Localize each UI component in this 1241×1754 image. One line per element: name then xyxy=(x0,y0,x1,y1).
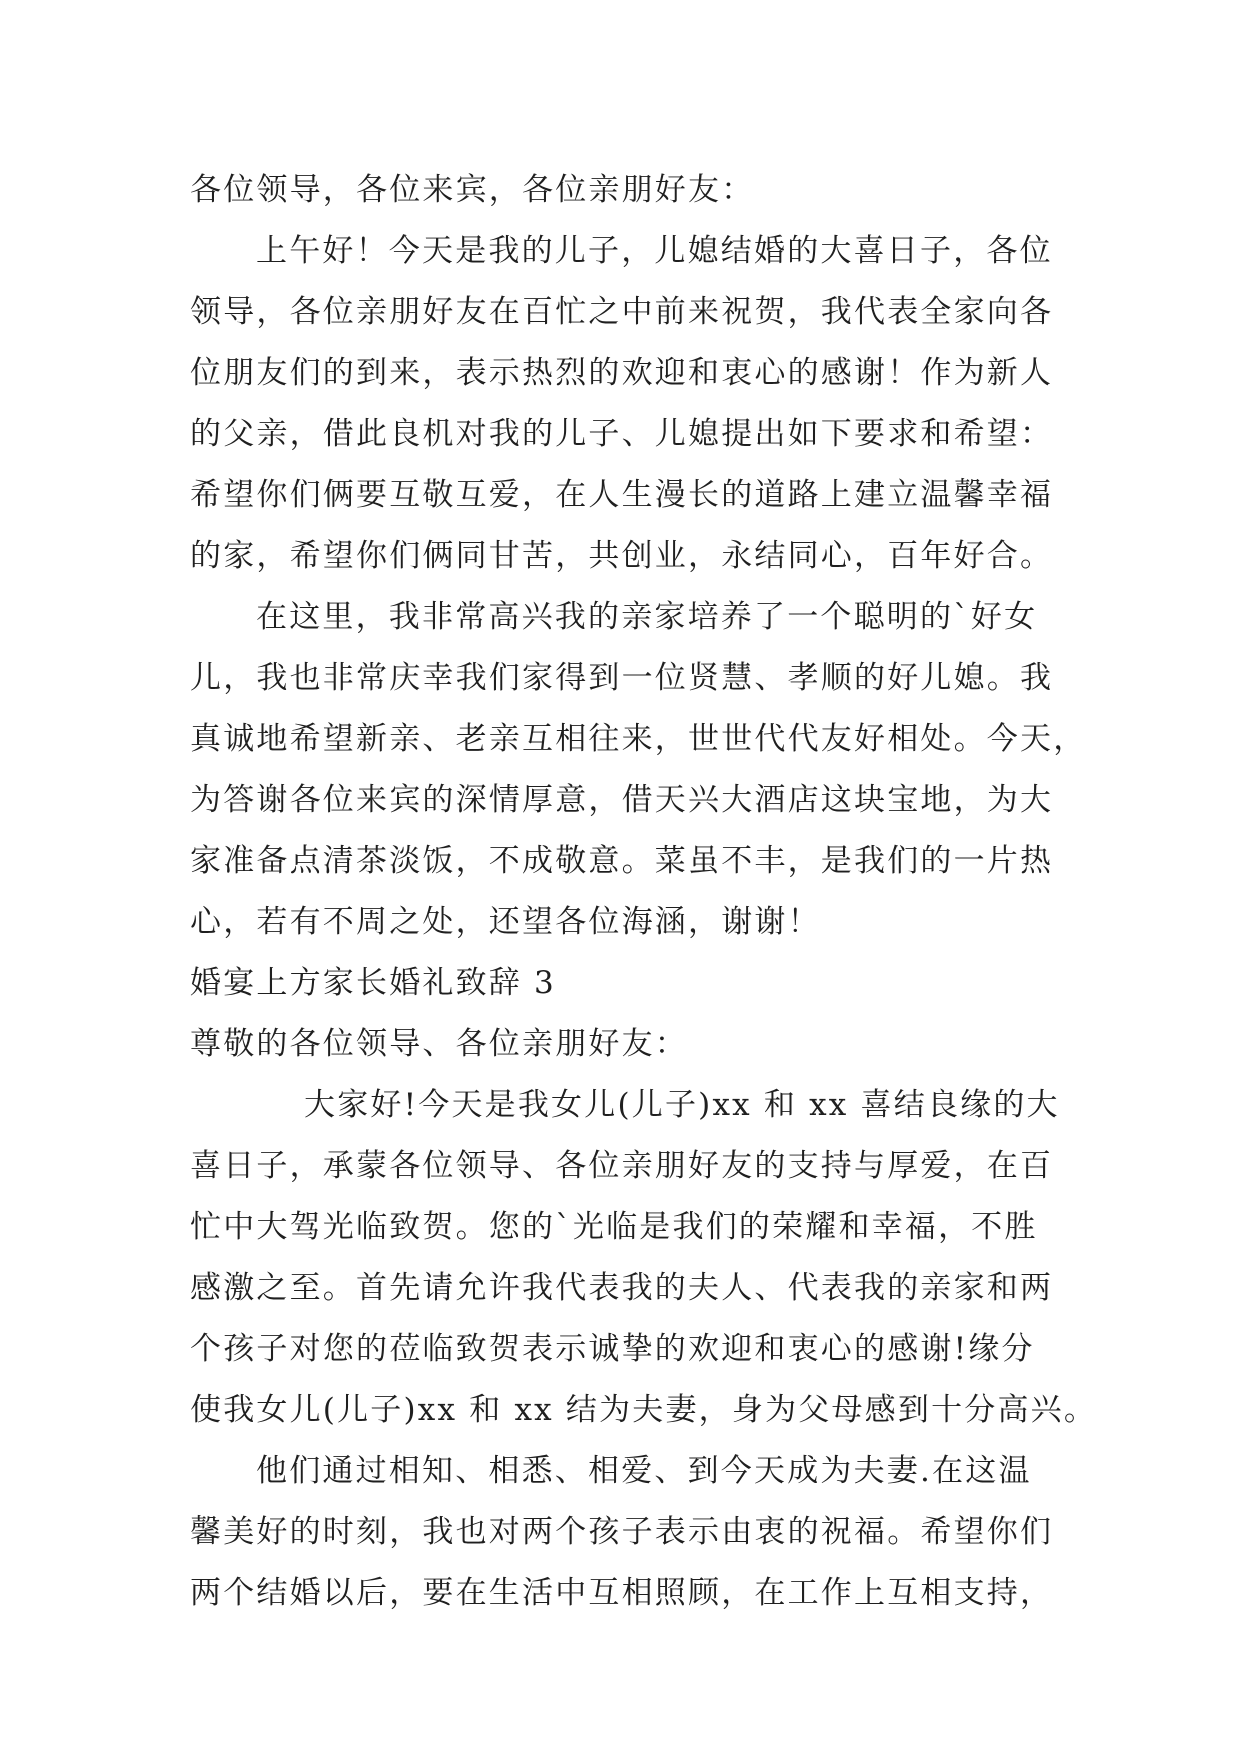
paragraph-line: 在这里，我非常高兴我的亲家培养了一个聪明的`好女 xyxy=(256,599,1038,635)
paragraph-line: 大家好!今天是我女儿(儿子)xx 和 xx 喜结良缘的大 xyxy=(304,1087,1060,1123)
paragraph-line: 感激之至。首先请允许我代表我的夫人、代表我的亲家和两 xyxy=(190,1270,1054,1306)
paragraph-line: 位朋友们的到来，表示热烈的欢迎和衷心的感谢！作为新人 xyxy=(190,355,1054,391)
paragraph-line: 为答谢各位来宾的深情厚意，借天兴大酒店这块宝地，为大 xyxy=(190,782,1054,818)
paragraph-line: 的家，希望你们俩同甘苦，共创业，永结同心，百年好合。 xyxy=(190,538,1054,574)
paragraph-line: 使我女儿(儿子)xx 和 xx 结为夫妻，身为父母感到十分高兴。 xyxy=(190,1392,1098,1428)
section-heading: 婚宴上方家长婚礼致辞 3 xyxy=(190,965,556,1001)
paragraph-line: 真诚地希望新亲、老亲互相往来，世世代代友好相处。今天， xyxy=(190,721,1087,757)
paragraph-line: 馨美好的时刻，我也对两个孩子表示由衷的祝福。希望你们 xyxy=(190,1514,1054,1550)
paragraph-line: 家准备点清茶淡饭，不成敬意。菜虽不丰，是我们的一片热 xyxy=(190,843,1054,879)
document-body xyxy=(190,160,1098,1624)
paragraph-line: 儿，我也非常庆幸我们家得到一位贤慧、孝顺的好儿媳。我 xyxy=(190,660,1054,696)
paragraph-line: 的父亲，借此良机对我的儿子、儿媳提出如下要求和希望： xyxy=(190,416,1054,452)
paragraph-line: 希望你们俩要互敬互爱，在人生漫长的道路上建立温馨幸福 xyxy=(190,477,1054,513)
paragraph-line: 忙中大驾光临致贺。您的`光临是我们的荣耀和幸福，不胜 xyxy=(190,1209,1038,1245)
paragraph-line: 上午好！今天是我的儿子，儿媳结婚的大喜日子，各位 xyxy=(256,233,1053,269)
paragraph-line: 个孩子对您的莅临致贺表示诚挚的欢迎和衷心的感谢!缘分 xyxy=(190,1331,1035,1367)
salutation: 各位领导，各位来宾，各位亲朋好友： xyxy=(190,172,755,208)
paragraph-line: 两个结婚以后，要在生活中互相照顾，在工作上互相支持， xyxy=(190,1575,1054,1611)
salutation: 尊敬的各位领导、各位亲朋好友： xyxy=(190,1026,688,1062)
paragraph-line: 心，若有不周之处，还望各位海涵，谢谢！ xyxy=(190,904,821,940)
paragraph-line: 他们通过相知、相悉、相爱、到今天成为夫妻.在这温 xyxy=(256,1453,1032,1489)
paragraph-line: 领导，各位亲朋好友在百忙之中前来祝贺，我代表全家向各 xyxy=(190,294,1054,330)
paragraph-line: 喜日子，承蒙各位领导、各位亲朋好友的支持与厚爱，在百 xyxy=(190,1148,1054,1184)
